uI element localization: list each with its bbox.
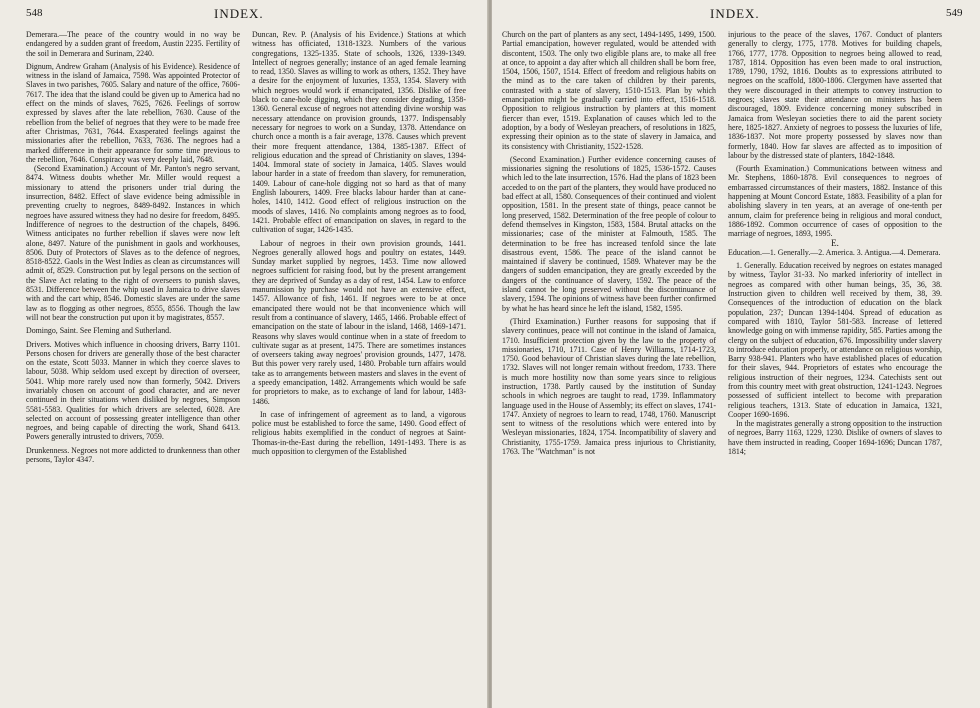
entry-drivers: Drivers. Motives which influence in choosing drivers, Barry 1101. Persons chosen for drivers are generally those of the best character on the estate, Scott 5033. Manner in which they coerce slaves to labour, 5038. Whip seldom used except by direction of overseer, 5041. Whip more rarely used now than formerly, 5042. Drivers invariably chosen on account of good character, and are never continued in their situations when disliked by negroes, Simpson 5581-5583. Qualities for which drivers are selected, 6028. Are selected on account of possessing greater intelligence than other negroes, and being capable of directing the work, Shand 6413. Powers generally intrusted to drivers, 7059. bbox=[26, 339, 240, 442]
entry-demerara: Demerara.—The peace of the country would in no way be endangered by a sudden grant of freedom, Austin 2235. Fertility of the soil in Demerara and Surinam, 2240. bbox=[26, 30, 240, 58]
right-column-2 bbox=[728, 30, 942, 706]
right-page bbox=[492, 0, 980, 708]
entry-duncan-third-exam: (Third Examination.) Further reasons for supposing that if slavery continues, peace will not continue in the island of Jamaica, 1710. Insufficient protection given by the law to the property of missionaries, 1710, 1711. Case of Henry Williams, 1714-1723, 1750. Good behaviour of Christian slaves during the late rebellion, 1732. Slaves will not longer remain without freedom, 1733. There is much more hostility now than some years since to religious instruction, 1738. Partly caused by the institution of Sunday schools in which negroes are taught to read, 1739. Inflammatory language used in the House of Assembly; its effect on slaves, 1741-1747. Anxiety of negroes to learn to read, 1748, 1760. Manuscript sent to witness of the resolutions which were entered into by Wesleyan missionaries, 1824, 1754. Incompatibility of slavery and Christianity, 1755-1759. Jamaica press injurious to Christianity, 1763. The "Watchman" is not bbox=[502, 316, 716, 457]
left-page-number: 548 bbox=[26, 7, 43, 19]
left-page bbox=[0, 0, 489, 708]
entry-duncan-second-exam: (Second Examination.) Further evidence concerning causes of missionaries signing the resolutions of 1825, 1536-1572. Causes which led to the late insurrection, 1576. Had the plans of 1823 been acceded to on the part of the planters, they would have produced no bad effect at all, 1580. Consequences of their continued and violent opposition, 1581. In the present state of things, peace cannot be long preserved, 1582. Determination of the free people of colour to defend themselves in Kingston, 1583, 1584. Brutal attacks on the missionaries; case of the minister at Falmouth, 1585. The determination to be free has increased tenfold since the late disastrous event, 1586. The peace of the island cannot be maintained if slavery be continued, 1589. Whatever may be the dangers of sudden emancipation, they are greatly exceeded by the dangers of the continuance of slavery, 1592. The peace of the island cannot be long preserved without the discontinuance of slavery, 1594. The opinions of witness have been further confirmed by what he has heard since he left the island, 1582, 1595. bbox=[502, 154, 716, 313]
entry-education-heading: Education.—1. Generally.—2. America. 3. Antigua.—4. Demerara. bbox=[728, 247, 941, 257]
entry-drunkenness: Drunkenness. Negroes not more addicted to drunkenness than other persons, Taylor 4347. bbox=[26, 445, 240, 465]
entry-duncan-fourth-exam: (Fourth Examination.) Communications between witness and Mr. Stephens, 1860-1878. Evil consequences to negroes of embarrassed circumstances of their masters, 1882. Instance of this happening at Mount Concord Estate, 1883. Feasibility of a plan for abolishing slavery in ten years, at an average of one-tenth per annum, claim for preference being in religious and moral conduct, 1886-1892. Common occurrence of cases of opposition to the marriage of negroes, 1893, 1995. bbox=[728, 164, 942, 239]
section-letter-e: E. bbox=[831, 237, 839, 248]
left-column-2 bbox=[252, 30, 466, 706]
entry-dignum-second-exam: (Second Examination.) Account of Mr. Panton's negro servant, 8474. Witness doubts whether Mr. Miller would request a missionary to attend the prisoners under trial during the insurrection, 8482. Effect of slave evidence being admissible in preventing cruelty to negroes, 8489-8492. Instances in which negroes have assured witness they had no desire for freedom, 8495. Indifference of negroes to the destruction of the chapels, 8496. Witness anticipates no further rebellion if slaves were now left alone, 8497. Nature of the punishment in gaols and workhouses, 8506. Duty of Protectors of Slaves as to the defence of negroes, 8518-8522. Gaols in the West Indies as clean as circumstances will admit of, 8529. Construction put by legal persons on the section of the Slave Act relating to the right of overseers to punish slaves, 8531. Difference between the whip used in Jamaica to drive slaves with and the cart whip, 8546. Domestic slaves are under the same law as to flogging as other negroes, 8555, 8556. Though the law will not bear the construction put upon it by magistrates, 8557. bbox=[26, 164, 240, 322]
entry-duncan-third-exam-continued: injurious to the peace of the slaves, 1767. Conduct of planters generally to clergy, 1775, 1778. Motives for building chapels, 1766, 1777, 1778. Opposition to negroes being allowed to read, 1787, 1814. Opposition has even been made to oral instruction, 1789, 1790, 1792, 1816. Doubts as to expressions attributed to negroes on the scaffold, 1800-1806. Clergymen have asserted that they were discouraged in their attempts to convey instruction to negroes; slaves state their attendance on ministers has been discouraged, 1809. Evidence concerning money subscribed in Jamaica from Wesleyan societies there to aid the parent society here, 1825-1827. Anxiety of negroes to possess the luxuries of life, 1836-1837. Not more property possessed by slaves now than formerly, 1840. How far slaves are affected as to imposition of labour by the distressed state of planters, 1842-1848. bbox=[728, 30, 942, 160]
entry-domingo: Domingo, Saint. See Fleming and Sutherland. bbox=[26, 326, 172, 336]
entry-duncan-labour: Labour of negroes in their own provision grounds, 1441. Negroes generally allowed hogs and poultry on estates, 1449. Sunday market supplied by negroes, 1453. Time now allowed negroes sufficient for raising food, but by the present arrangement they are deprived of Sunday as a day of rest, 1454. Law to enforce manumission by purchase would not have an extensive effect, 1457. Allowance of fish, 1461. If negroes were to be at once emancipated there would not be that inconvenience which will result from a continuance of slavery, 1465, 1466. Probable effect of emancipation on the state of labour in the island, 1468, 1469-1471. Reasons why slaves would continue when in a state of freedom to cultivate sugar as at present, 1475. There are sometimes instances of overseers taking away negroes' provision grounds, 1477, 1478. But this power very rarely used, 1480. Probable turn affairs would take as to arrangements between masters and slaves in the event of a speedy emancipation, 1482. Arrangements which would be safe for proprietors to make, as to exchange of land for labour, 1483-1486. bbox=[252, 238, 466, 406]
left-running-head: INDEX. bbox=[214, 6, 264, 21]
entry-duncan: Duncan, Rev. P. (Analysis of his Evidence.) Stations at which witness has officiated, 1318-1323. Numbers of the various congregations, 1325-1335. State of schools, 1326, 1339-1349. Intellect of negroes generally; instance of an aged female learning to read, 1350. Slaves as willing to work as others, 1352. They have a desire for the enjoyment of luxuries, 1353, 1354. Slavery with which negroes would work if emancipated, 1356. Dislike of free black to cane-hole digging, which they consider degrading, 1358-1360. General excuse of negroes not attending divine worship was necessary attendance on provision grounds, 1377. Indispensably necessary for negroes to work on a Sunday, 1378. Attendance on church once a month is a fair average, 1378. Causes which prevent their more frequent attendance, 1384, 1385-1387. Effect of religious education and the spread of Christianity on slaves, 1394-1404. Immoral state of society in Jamaica, 1405. Slaves would labour harder in a state of freedom than slavery, for remuneration, 1409. Labour of cane-hole digging not so hard as that of many English labourers, 1409. Free blacks labour harder than at cane-holes, 1410, 1412. Good effect of religious instruction on the moods of slaves, 1416. No complaints among negroes as to food, 1421. Probable effect of emancipation on slaves, in regard to the cultivation of sugar, 1426-1435. bbox=[252, 30, 466, 235]
entry-duncan-continued: Church on the part of planters as any sect, 1494-1495, 1499, 1500. Partial emancipation, however regulated, would be attended with discontent, 1503. The only two eligible plans are, to make all free at once, to appoint a day after which all children shall be born free, 1504, 1506, 1507, 1514. Effect of freedom and religious habits on the mind as to the care taken of children by their parents, contrasted with a state of slavery, 1510-1513. Plan by which emancipation might be gradually carried into effect, 1516-1518. Opposition to religious instruction by planters at this moment fiercer than ever, 1519. Explanation of causes which led to the adoption, by a body of Wesleyan preachers, of resolutions in 1825, expressing their opinion as to the state of slavery in Jamaica, and its consistency with Christianity, 1522-1528. bbox=[502, 30, 716, 151]
right-column-1 bbox=[502, 30, 716, 706]
left-column-1 bbox=[26, 30, 240, 706]
entry-education-generally: 1. Generally. Education received by negroes on estates managed by witness, Taylor 31-33. No marked inferiority of intellect in negroes as compared with other human beings, 35, 36, 38. Instruction given to children well received by them, 38, 39. Consequences of the introduction of education on the black population, 237; Duncan 1394-1404. Spread of education as compared with 1810, Taylor 581-583. Increase of lettered knowledge going on with immense rapidity, 585. Parties among the clergy on the subject of education, 676. Impossibility under slavery to introduce education properly, or attendance on religious worship, Barry 938-941. Planters who have established places of education for their slaves, 944. Proprietors of estates who encourage the religious instruction of their negroes, 1234. Catechists sent out from this country meet with great obstruction, 1241-1243. Negroes possessed of sufficient intellect to become with preparation religious teachers, 1313. State of education in Jamaica, 1321, Cooper 1690-1696. bbox=[728, 261, 942, 419]
right-page-number: 549 bbox=[946, 7, 963, 19]
entry-education-magistrates: In the magistrates generally a strong opposition to the instruction of negroes, Barry 1163, 1229, 1230. Dislike of owners of slaves to have them instructed in reading, Cooper 1694-1696; Duncan 1787, 1814; bbox=[728, 419, 942, 457]
right-running-head: INDEX. bbox=[710, 6, 760, 21]
entry-duncan-infringement: In case of infringement of agreement as to land, a vigorous police must be established to force the same, 1490. Good effect of religious habits exemplified in the conduct of negroes at Saint-Thomas-in-the-East during the rebellion, 1491-1493. There is as much opposition to clergymen of the Established bbox=[252, 409, 466, 457]
entry-dignum: Dignum, Andrew Graham (Analysis of his Evidence). Residence of witness in the island of Jamaica, 7598. Was appointed Protector of Slaves in two parishes, 7605. Salary and nature of the office, 7606-7617. The idea that the island could be given up to America had no effect on the minds of slaves, 7625, 7626. Feelings of sorrow expressed by slaves after the late rebellion, 7630. Cause of the rebellion from the belief of negroes that they were to be made free after Christmas, 7631, 7644. Exasperated feelings against the missionaries after the rebellion, 7633, 7636. The negroes had a marked difference in their appearance for some time previous to the rebellion, 7646. Conspiracy was very deeply laid, 7648. bbox=[26, 61, 240, 164]
